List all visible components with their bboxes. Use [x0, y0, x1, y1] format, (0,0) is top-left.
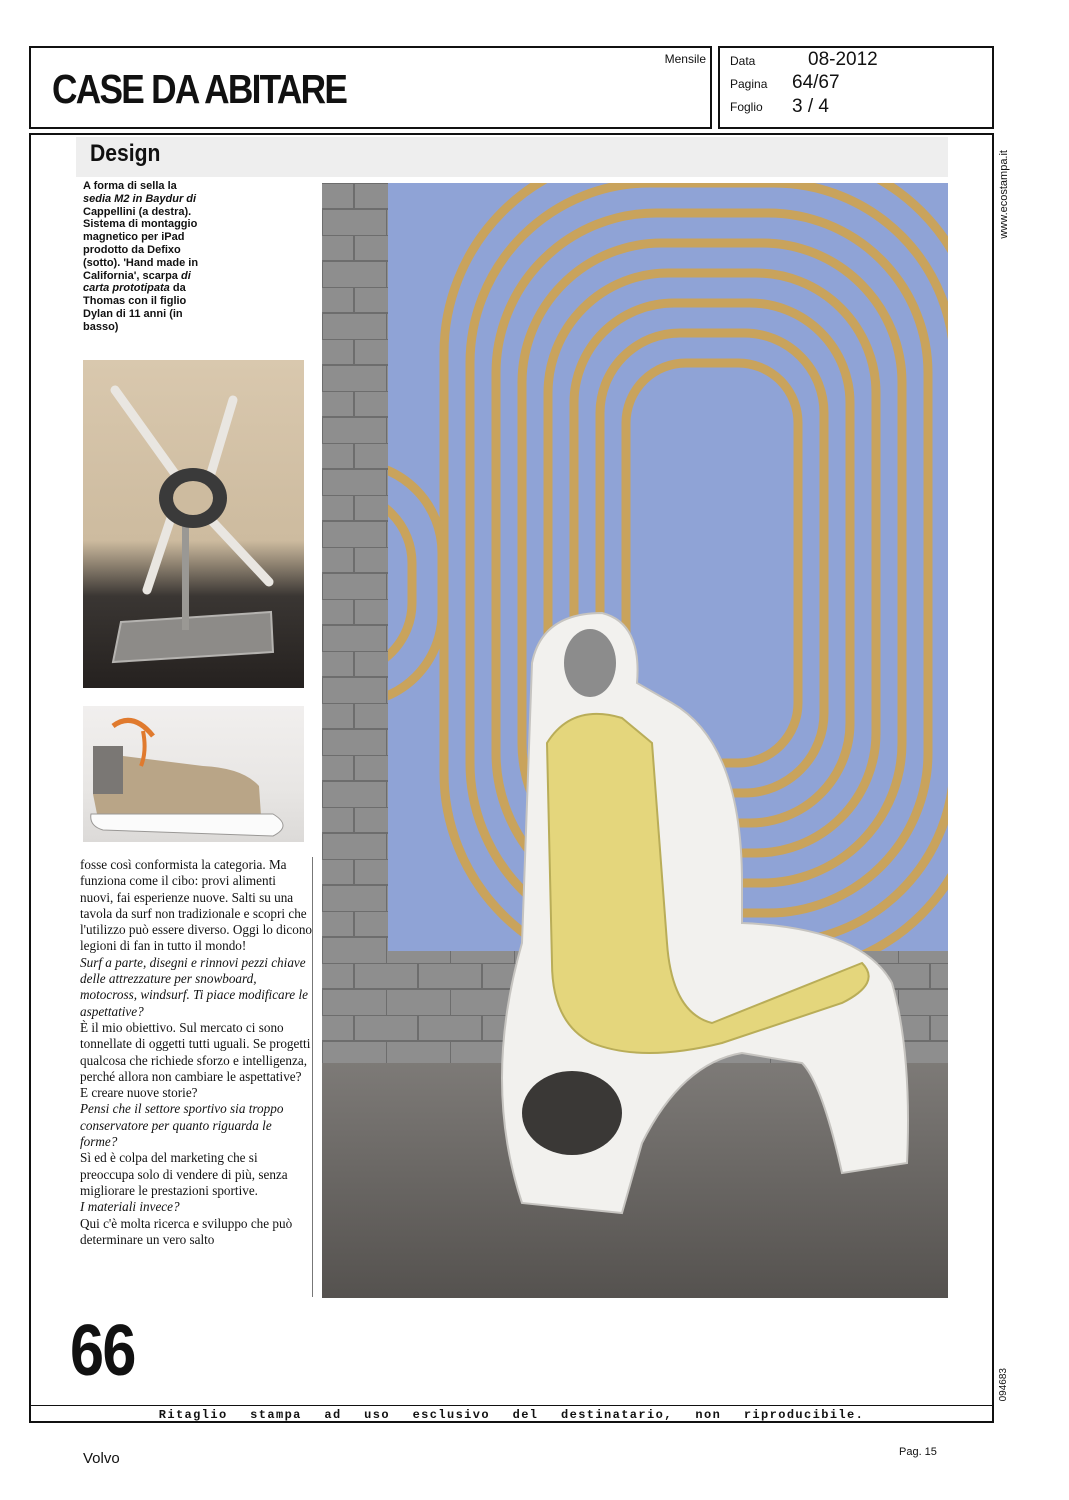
frequency-label: Mensile [664, 52, 706, 66]
ipad-mount-photo [83, 360, 304, 688]
client-name: Volvo [83, 1450, 120, 1467]
foglio-value: 3 / 4 [792, 96, 829, 117]
interview-text [80, 857, 312, 1248]
section-title: Design [90, 140, 161, 167]
website-label: www.ecostampa.it [998, 150, 1010, 239]
caption-run: Cappellini (a destra). Sistema di montaggio magnetico per iPad prodotto da Defixo (sotto). 'Hand made in California', scarpa [83, 205, 199, 282]
interview-answer: È il mio obiettivo. Sul mercato ci sono tonnellate di oggetti tutti uguali. Se progetti qualcosa che richiede sforzo e intelligenza, perché allora non cambiare le aspettative? E creare nuove storie? [80, 1019, 311, 1101]
data-value: 08-2012 [808, 49, 878, 70]
publication-title: CASE DA ABITARE [52, 66, 347, 112]
photo-caption [83, 180, 203, 334]
pagina-label: Pagina [730, 77, 768, 91]
caption-run: di carta prototipata [83, 269, 191, 295]
interview-answer: fosse così conformista la categoria. Ma funziona come il cibo: provi alimenti nuovi, fai esperienze nuove. Salti su una tavola da surf non tradizionale e scopri che l'utilizzo può essere diverso. Oggi lo dicono legioni di fan in tutto il mondo! [80, 857, 313, 954]
document-page: Pag. 15 [899, 1446, 937, 1458]
caption-run: da Thomas con il figlio Dylan di 11 anni (in basso) [83, 282, 187, 333]
pagina-value: 64/67 [792, 72, 840, 93]
column-rule [312, 857, 313, 1297]
paper-shoe-photo [83, 706, 304, 842]
m2-chair-photo [322, 183, 948, 1298]
interview-question: I materiali invece? [80, 1199, 180, 1215]
footer-divider [29, 1405, 994, 1406]
page-number: 66 [70, 1311, 135, 1391]
interview-answer: Qui c'è molta ricerca e sviluppo che può determinare un vero salto [80, 1215, 293, 1247]
data-label: Data [730, 54, 756, 68]
interview-answer: Sì ed è colpa del marketing che si preoccupa solo di vendere di più, senza migliorare le prestazioni sportive. [80, 1150, 288, 1198]
clipping-code: 094683 [998, 1368, 1009, 1402]
foglio-label: Foglio [730, 100, 763, 114]
interview-question: Pensi che il settore sportivo sia troppo conservatore per quanto riguarda le forme? [80, 1101, 284, 1150]
caption-run: A forma di sella la [83, 180, 177, 192]
section-band [76, 137, 948, 177]
clipping-notice: Ritaglio stampa ad uso esclusivo del destinatario, non riproducibile. [158, 1408, 865, 1422]
caption-run: sedia M2 in Baydur di [83, 192, 197, 205]
interview-question: Surf a parte, disegni e rinnovi pezzi chiave delle attrezzature per snowboard, motocross, windsurf. Ti piace modificare le aspettative? [80, 954, 308, 1019]
